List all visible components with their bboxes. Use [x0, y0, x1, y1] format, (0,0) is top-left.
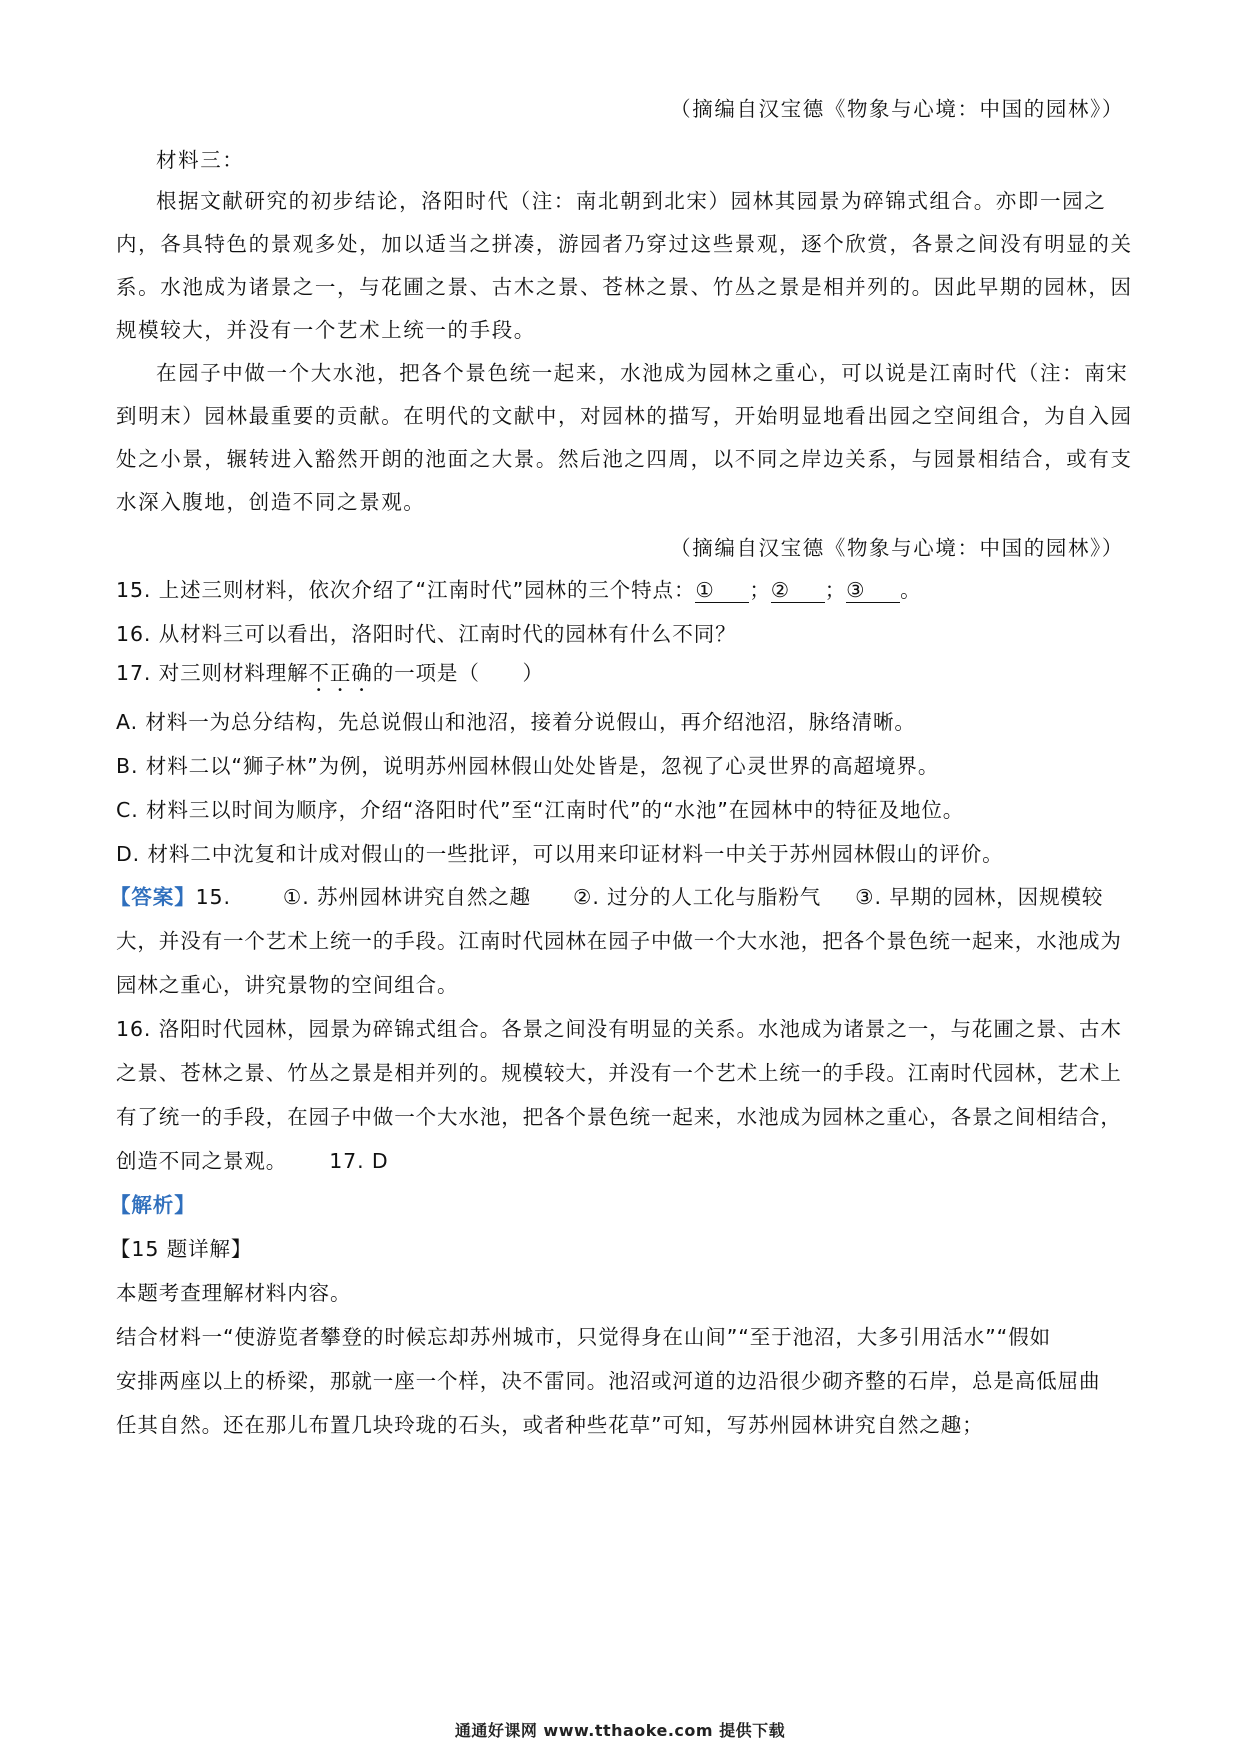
blank-1[interactable]: ①: [695, 578, 749, 603]
answer-16-line: 之景、苍林之景、竹丛之景是相并列的。规模较大，并没有一个艺术上统一的手段。江南时代园林，艺术上: [116, 1061, 1122, 1085]
material3-source: （摘编自汉宝德《物象与心境：中国的园林》）: [670, 536, 1124, 560]
answer-15-number: 15.: [195, 885, 231, 909]
answer-16-text: 创造不同之景观。: [116, 1149, 288, 1173]
analysis-line: 任其自然。还在那儿布置几块玲珑的石头，或者种些花草”可知，写苏州园林讲究自然之趣；: [116, 1413, 984, 1437]
answer-tag: 【答案】: [110, 885, 196, 909]
material3-p2-line: 到明末）园林最重要的贡献。在明代的文献中，对园林的描写，开始明显地看出园之空间组合，为自入园: [116, 404, 1133, 428]
analysis-line: 本题考查理解材料内容。: [116, 1281, 352, 1305]
question-17: [116, 656, 1126, 696]
blank-2[interactable]: ②: [771, 578, 825, 603]
answer-17: 17. D: [329, 1149, 389, 1173]
analysis-line: 安排两座以上的桥梁，那就一座一个样，决不雷同。池沼或河道的边沿很少砌齐整的石岸，总是高低屈曲: [116, 1369, 1101, 1393]
analysis-label: 【解析】: [110, 1193, 196, 1217]
answer-15-line1: [110, 880, 1120, 910]
answer-15-item-1: ①. 苏州园林讲究自然之趣: [282, 885, 532, 909]
question-16: 16. 从材料三可以看出，洛阳时代、江南时代的园林有什么不同？: [116, 622, 737, 646]
material3-p1-line: 规模较大，并没有一个艺术上统一的手段。: [116, 318, 536, 342]
emphasis-text: 不正确: [308, 661, 373, 685]
answer-15-line2: 大，并没有一个艺术上统一的手段。江南时代园林在园子中做一个大水池，把各个景色统一起来，水池成为: [116, 929, 1122, 953]
separator: ；: [824, 578, 847, 602]
answer-16-line: 有了统一的手段，在园子中做一个大水池，把各个景色统一起来，水池成为园林之重心，各景之间相结合，: [116, 1105, 1122, 1129]
option-d: D. 材料二中沈复和计成对假山的一些批评，可以用来印证材料一中关于苏州园林假山的评价。: [116, 842, 1004, 866]
answer-16-line4: [116, 1144, 1126, 1174]
option-a: A. 材料一为总分结构，先总说假山和池沼，接着分说假山，再介绍池沼，脉络清晰。: [116, 710, 916, 734]
footer-watermark: 通通好课网 www.tthaoke.com 提供下载: [454, 1721, 786, 1740]
question-17-text: 17. 对三则材料理解: [116, 661, 309, 685]
option-b: B. 材料二以“狮子林”为例，说明苏州园林假山处处皆是，忽视了心灵世界的高超境界。: [116, 754, 940, 778]
material3-p2-line: 处之小景，辗转进入豁然开朗的池面之大景。然后池之四周，以不同之岸边关系，与园景相结合，或有支: [116, 447, 1133, 471]
material3-p1-line: 内，各具特色的景观多处，加以适当之拼凑，游园者乃穿过这些景观，逐个欣赏，各景之间没有明显的关: [116, 232, 1133, 256]
answer-15-line3: 园林之重心，讲究景物的空间组合。: [116, 973, 459, 997]
question-15-detail: 【15 题详解】: [110, 1237, 253, 1261]
answer-15-item-2: ②. 过分的人工化与脂粉气: [573, 885, 822, 909]
material3-p1-line: 根据文献研究的初步结论，洛阳时代（注：南北朝到北宋）园林其园景为碎锦式组合。亦即一园之: [156, 189, 1107, 213]
analysis-line: 结合材料一“使游览者攀登的时候忘却苏州城市，只觉得身在山间”“至于池沼，大多引用活水”“假如: [116, 1325, 1051, 1349]
question-15: [116, 573, 1126, 603]
answer-16-line: 16. 洛阳时代园林，园景为碎锦式组合。各景之间没有明显的关系。水池成为诸景之一，与花圃之景、古木: [116, 1017, 1122, 1041]
option-c: C. 材料三以时间为顺序，介绍“洛阳时代”至“江南时代”的“水池”在园林中的特征及地位。: [116, 798, 965, 822]
question-17-text-end: 的一项是（ ）: [372, 661, 544, 685]
blank-3[interactable]: ③: [846, 578, 900, 603]
analysis-tag: [110, 1188, 1120, 1218]
material2-source: （摘编自汉宝德《物象与心境：中国的园林》）: [670, 97, 1124, 121]
material3-p2-line: 水深入腹地，创造不同之景观。: [116, 490, 426, 514]
question-15-text: 15. 上述三则材料，依次介绍了“江南时代”园林的三个特点：: [116, 578, 696, 602]
answer-15-item-3: ③. 早期的园林，因规模较: [855, 885, 1104, 909]
period: 。: [900, 578, 922, 602]
material3-p2-line: 在园子中做一个大水池，把各个景色统一起来，水池成为园林之重心，可以说是江南时代（注：南宋: [156, 361, 1129, 385]
separator: ；: [749, 578, 771, 602]
material3-p1-line: 系。水池成为诸景之一，与花圃之景、古木之景、苍林之景、竹丛之景是相并列的。因此早期的园林，因: [116, 275, 1133, 299]
material3-heading: 材料三：: [156, 148, 245, 172]
